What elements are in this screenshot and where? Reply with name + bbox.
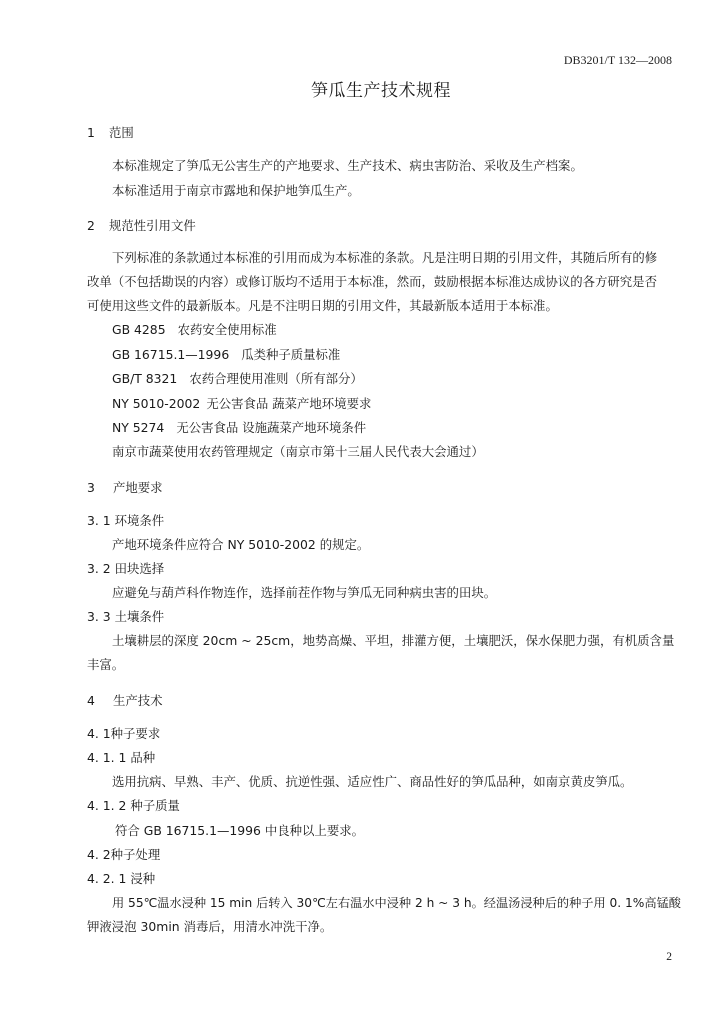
reference-name: 农药合理使用准则（所有部分） [189, 371, 363, 386]
paragraph-line: 钾液浸泡 30min 消毒后，用清水冲洗干净。 [87, 919, 333, 934]
subsection-heading [87, 561, 164, 577]
subsection-title: 品种 [130, 750, 156, 765]
section-1-heading [87, 125, 134, 141]
subsection-heading [87, 871, 155, 887]
reference-code: GB 16715.1—1996 [112, 347, 230, 362]
subsection-title: 种子质量 [130, 798, 180, 813]
reference-item [112, 322, 277, 338]
section-number: 2 [87, 218, 95, 233]
subsection-number: 4. 2 [87, 847, 111, 862]
section-title: 产地要求 [113, 480, 163, 495]
section-3-heading [87, 480, 163, 496]
paragraph-line: 下列标准的条款通过本标准的引用而成为本标准的条款。凡是注明日期的引用文件，其随后所有的修 [112, 250, 658, 265]
subsection-number: 4. 1. 2 [87, 798, 127, 813]
paragraph: 应避免与葫芦科作物连作，选择前茬作物与笋瓜无同种病虫害的田块。 [112, 585, 497, 600]
subsection-heading [87, 847, 160, 863]
subsection-number: 4. 2. 1 [87, 871, 127, 886]
subsection-heading [87, 750, 155, 766]
reference-code: GB 4285 [112, 322, 166, 337]
subsection-title: 土壤条件 [114, 609, 165, 624]
reference-name: 无公害食品 设施蔬菜产地环境条件 [176, 420, 367, 435]
section-number: 4 [87, 693, 95, 708]
reference-code: NY 5010-2002 [112, 396, 201, 411]
subsection-number: 4. 1 [87, 726, 111, 741]
paragraph-line: 土壤耕层的深度 20cm ~ 25cm，地势高燥、平坦，排灌方便，土壤肥沃，保水保肥力强，有机质含量 [112, 633, 675, 648]
paragraph: 本标准适用于南京市露地和保护地笋瓜生产。 [112, 183, 360, 198]
paragraph-line: 可使用这些文件的最新版本。凡是不注明日期的引用文件，其最新版本适用于本标准。 [87, 298, 558, 313]
reference-item: 南京市蔬菜使用农药管理规定（南京市第十三届人民代表大会通过） [112, 444, 484, 459]
subsection-number: 3. 1 [87, 513, 111, 528]
subsection-number: 3. 3 [87, 609, 111, 624]
paragraph: 产地环境条件应符合 NY 5010-2002 的规定。 [112, 537, 370, 552]
subsection-heading [87, 798, 180, 814]
paragraph: 选用抗病、早熟、丰产、优质、抗逆性强、适应性广、商品性好的笋瓜品种，如南京黄皮笋瓜。 [112, 774, 633, 789]
section-number: 3 [87, 480, 95, 495]
page-title: 笋瓜生产技术规程 [311, 81, 451, 101]
subsection-number: 3. 2 [87, 561, 111, 576]
subsection-title: 种子要求 [110, 726, 161, 741]
paragraph-line: 用 55℃温水浸种 15 min 后转入 30℃左右温水中浸种 2 h ~ 3 h。经温汤浸种后的种子用 0. 1%高锰酸 [112, 896, 681, 910]
page-number: 2 [666, 951, 672, 963]
reference-name: 无公害食品 蔬菜产地环境要求 [206, 396, 372, 411]
subsection-title: 浸种 [130, 871, 156, 886]
reference-code: GB/T 8321 [112, 371, 178, 386]
document-code: DB3201/T 132—2008 [563, 53, 672, 67]
section-title: 范围 [109, 125, 134, 140]
subsection-heading [87, 726, 160, 742]
paragraph: 符合 GB 16715.1—1996 中良种以上要求。 [115, 823, 364, 838]
section-title: 生产技术 [113, 693, 163, 708]
reference-code: NY 5274 [112, 420, 165, 435]
subsection-title: 种子处理 [110, 847, 161, 862]
subsection-heading [87, 513, 164, 529]
subsection-number: 4. 1. 1 [87, 750, 127, 765]
paragraph: 本标准规定了笋瓜无公害生产的产地要求、生产技术、病虫害防治、采收及生产档案。 [112, 158, 583, 173]
section-4-heading [87, 693, 163, 709]
subsection-heading [87, 609, 164, 625]
subsection-title: 田块选择 [114, 561, 165, 576]
section-number: 1 [87, 125, 95, 140]
reference-item [112, 396, 371, 412]
subsection-title: 环境条件 [114, 513, 165, 528]
reference-name: 瓜类种子质量标准 [241, 347, 341, 362]
reference-item [112, 347, 340, 363]
reference-item [112, 371, 363, 387]
section-2-heading [87, 218, 196, 234]
section-title: 规范性引用文件 [109, 218, 196, 233]
paragraph-line: 改单（不包括勘误的内容）或修订版均不适用于本标准，然而，鼓励根据本标准达成协议的各方研究是否 [87, 274, 657, 289]
reference-item [112, 420, 366, 436]
paragraph-line: 丰富。 [87, 657, 125, 672]
reference-name: 农药安全使用标准 [177, 322, 277, 337]
